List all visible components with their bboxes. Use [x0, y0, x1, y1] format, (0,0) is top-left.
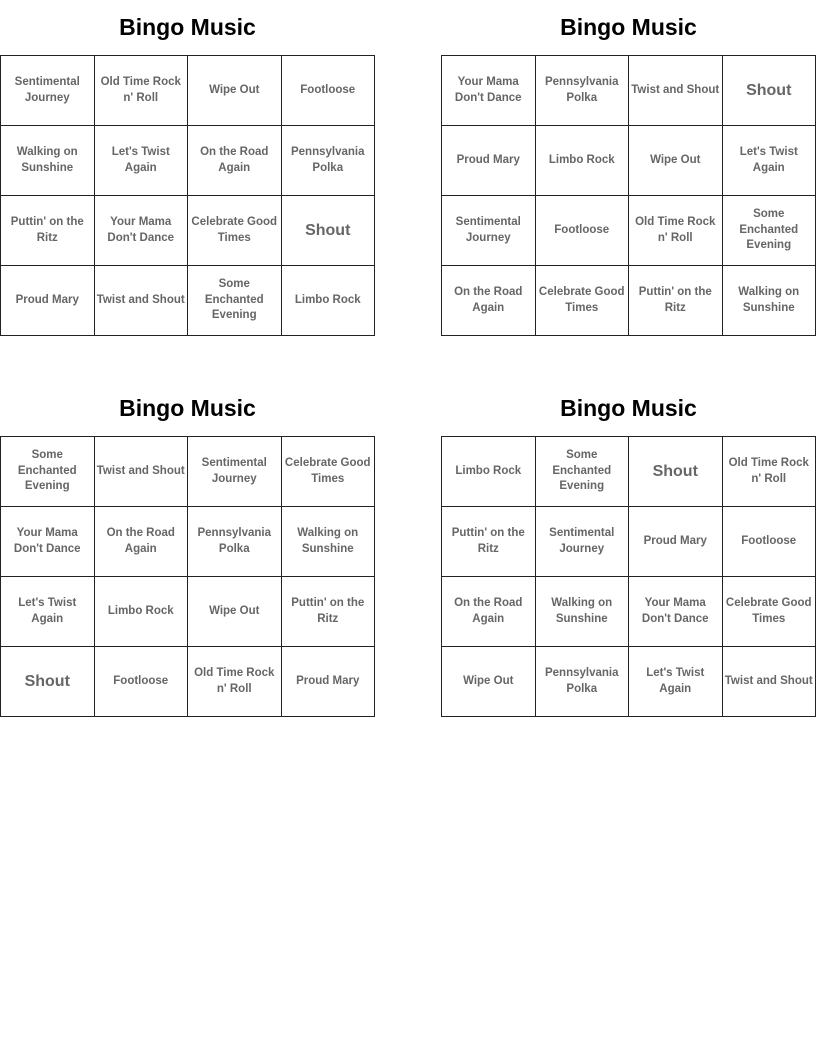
bingo-cell: Some Enchanted Evening	[188, 266, 282, 336]
bingo-cell: Wipe Out	[188, 56, 282, 126]
bingo-card-2	[441, 0, 816, 336]
bingo-cell: Puttin' on the Ritz	[1, 196, 95, 266]
bingo-cell: Sentimental Journey	[442, 196, 536, 266]
bingo-cell: Your Mama Don't Dance	[1, 507, 95, 577]
bingo-cell: Footloose	[723, 507, 816, 577]
bingo-cell: Footloose	[95, 647, 189, 717]
bingo-cell: Your Mama Don't Dance	[442, 56, 536, 126]
bingo-grid	[0, 55, 375, 336]
bingo-cell: Old Time Rock n' Roll	[188, 647, 282, 717]
bingo-cell: Limbo Rock	[536, 126, 630, 196]
bingo-cell: On the Road Again	[188, 126, 282, 196]
bingo-card-4	[441, 381, 816, 717]
bingo-cell: Walking on Sunshine	[1, 126, 95, 196]
bingo-cell: On the Road Again	[442, 577, 536, 647]
bingo-cell: Shout	[282, 196, 376, 266]
bingo-cell: Pennsylvania Polka	[282, 126, 376, 196]
bingo-cell: Limbo Rock	[442, 437, 536, 507]
bingo-cell: Some Enchanted Evening	[723, 196, 816, 266]
bingo-cell: Proud Mary	[282, 647, 376, 717]
bingo-cell: Shout	[1, 647, 95, 717]
card-title: Bingo Music	[119, 14, 256, 40]
card-title: Bingo Music	[560, 395, 697, 421]
bingo-grid	[0, 436, 375, 717]
bingo-cell: Twist and Shout	[95, 437, 189, 507]
bingo-cell: Twist and Shout	[95, 266, 189, 336]
bingo-cell: Proud Mary	[629, 507, 723, 577]
bingo-cell: Let's Twist Again	[723, 126, 816, 196]
bingo-cell: Pennsylvania Polka	[536, 647, 630, 717]
bingo-cell: Old Time Rock n' Roll	[723, 437, 816, 507]
bingo-cell: Let's Twist Again	[629, 647, 723, 717]
card-title: Bingo Music	[119, 395, 256, 421]
bingo-cell: Let's Twist Again	[95, 126, 189, 196]
bingo-cell: Old Time Rock n' Roll	[95, 56, 189, 126]
bingo-cell: Walking on Sunshine	[723, 266, 816, 336]
bingo-cell: Celebrate Good Times	[536, 266, 630, 336]
bingo-cell: Twist and Shout	[723, 647, 816, 717]
bingo-card-3	[0, 381, 375, 717]
bingo-cell: Sentimental Journey	[1, 56, 95, 126]
bingo-cell: Celebrate Good Times	[188, 196, 282, 266]
bingo-cell: Your Mama Don't Dance	[95, 196, 189, 266]
bingo-grid	[441, 55, 816, 336]
bingo-cell: Footloose	[536, 196, 630, 266]
bingo-cell: Puttin' on the Ritz	[629, 266, 723, 336]
bingo-cell: Celebrate Good Times	[282, 437, 376, 507]
bingo-cell: Shout	[723, 56, 816, 126]
bingo-cell: On the Road Again	[442, 266, 536, 336]
bingo-cell: Shout	[629, 437, 723, 507]
bingo-cell: Wipe Out	[629, 126, 723, 196]
bingo-cell: Proud Mary	[442, 126, 536, 196]
card-title: Bingo Music	[560, 14, 697, 40]
bingo-cell: Limbo Rock	[282, 266, 376, 336]
bingo-cell: Walking on Sunshine	[282, 507, 376, 577]
bingo-cell: Sentimental Journey	[188, 437, 282, 507]
bingo-cell: Puttin' on the Ritz	[442, 507, 536, 577]
bingo-cell: Twist and Shout	[629, 56, 723, 126]
bingo-cell: Footloose	[282, 56, 376, 126]
bingo-cell: Celebrate Good Times	[723, 577, 816, 647]
bingo-cell: Let's Twist Again	[1, 577, 95, 647]
bingo-grid	[441, 436, 816, 717]
bingo-cell: Pennsylvania Polka	[536, 56, 630, 126]
bingo-cell: On the Road Again	[95, 507, 189, 577]
bingo-cell: Wipe Out	[188, 577, 282, 647]
bingo-cell: Puttin' on the Ritz	[282, 577, 376, 647]
bingo-cell: Proud Mary	[1, 266, 95, 336]
bingo-cell: Pennsylvania Polka	[188, 507, 282, 577]
bingo-cell: Wipe Out	[442, 647, 536, 717]
bingo-cell: Old Time Rock n' Roll	[629, 196, 723, 266]
bingo-cell: Limbo Rock	[95, 577, 189, 647]
bingo-cell: Some Enchanted Evening	[536, 437, 630, 507]
bingo-card-1	[0, 0, 375, 336]
bingo-cell: Sentimental Journey	[536, 507, 630, 577]
bingo-cell: Your Mama Don't Dance	[629, 577, 723, 647]
bingo-cell: Walking on Sunshine	[536, 577, 630, 647]
bingo-cell: Some Enchanted Evening	[1, 437, 95, 507]
